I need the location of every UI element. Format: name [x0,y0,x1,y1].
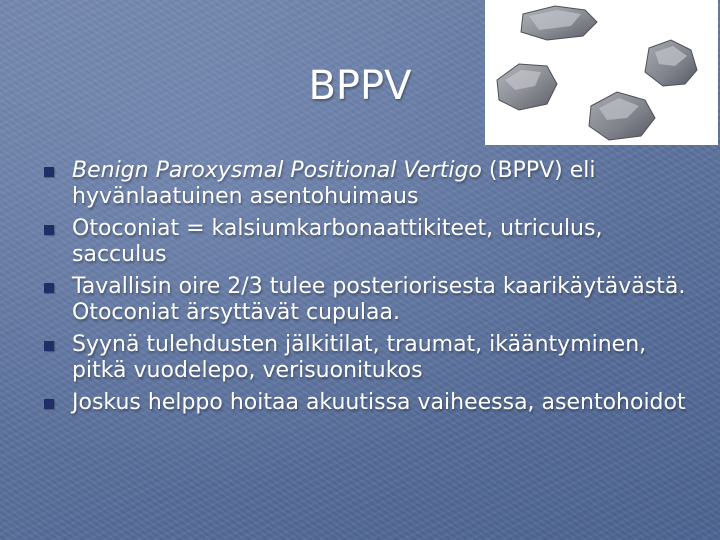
bullet-item-3 [40,274,700,326]
bullet-text: Otoconiat = kalsiumkarbonaattikiteet, utriculus, sacculus [72,216,603,267]
square-bullet-icon [44,399,54,409]
bullet-text: Joskus helppo hoitaa akuutissa vaiheessa, asentohoidot [72,390,686,415]
crystal-2 [645,40,697,86]
square-bullet-icon [44,167,54,177]
bullet-item-1 [40,158,700,210]
slide-title: BPPV [308,63,412,109]
bullet-text: Syynä tulehdusten jälkitilat, traumat, ikääntyminen, pitkä vuodelepo, verisuonitukos [72,332,647,383]
bullet-item-4 [40,332,700,384]
square-bullet-icon [44,225,54,235]
bullet-list [40,158,700,422]
square-bullet-icon [44,283,54,293]
crystal-1 [521,6,597,40]
bullet-item-2 [40,216,700,268]
bullet-item-5 [40,390,700,416]
square-bullet-icon [44,341,54,351]
bullet-italic-text: Benign Paroxysmal Positional Vertigo [72,158,482,183]
bullet-text: Tavallisin oire 2/3 tulee posteriorisesta kaarikäytävästä. Otoconiat ärsyttävät cupulaa. [72,274,686,325]
bullet-text: (BPPV) eli hyvänlaatuinen asentohuimaus [72,158,596,209]
